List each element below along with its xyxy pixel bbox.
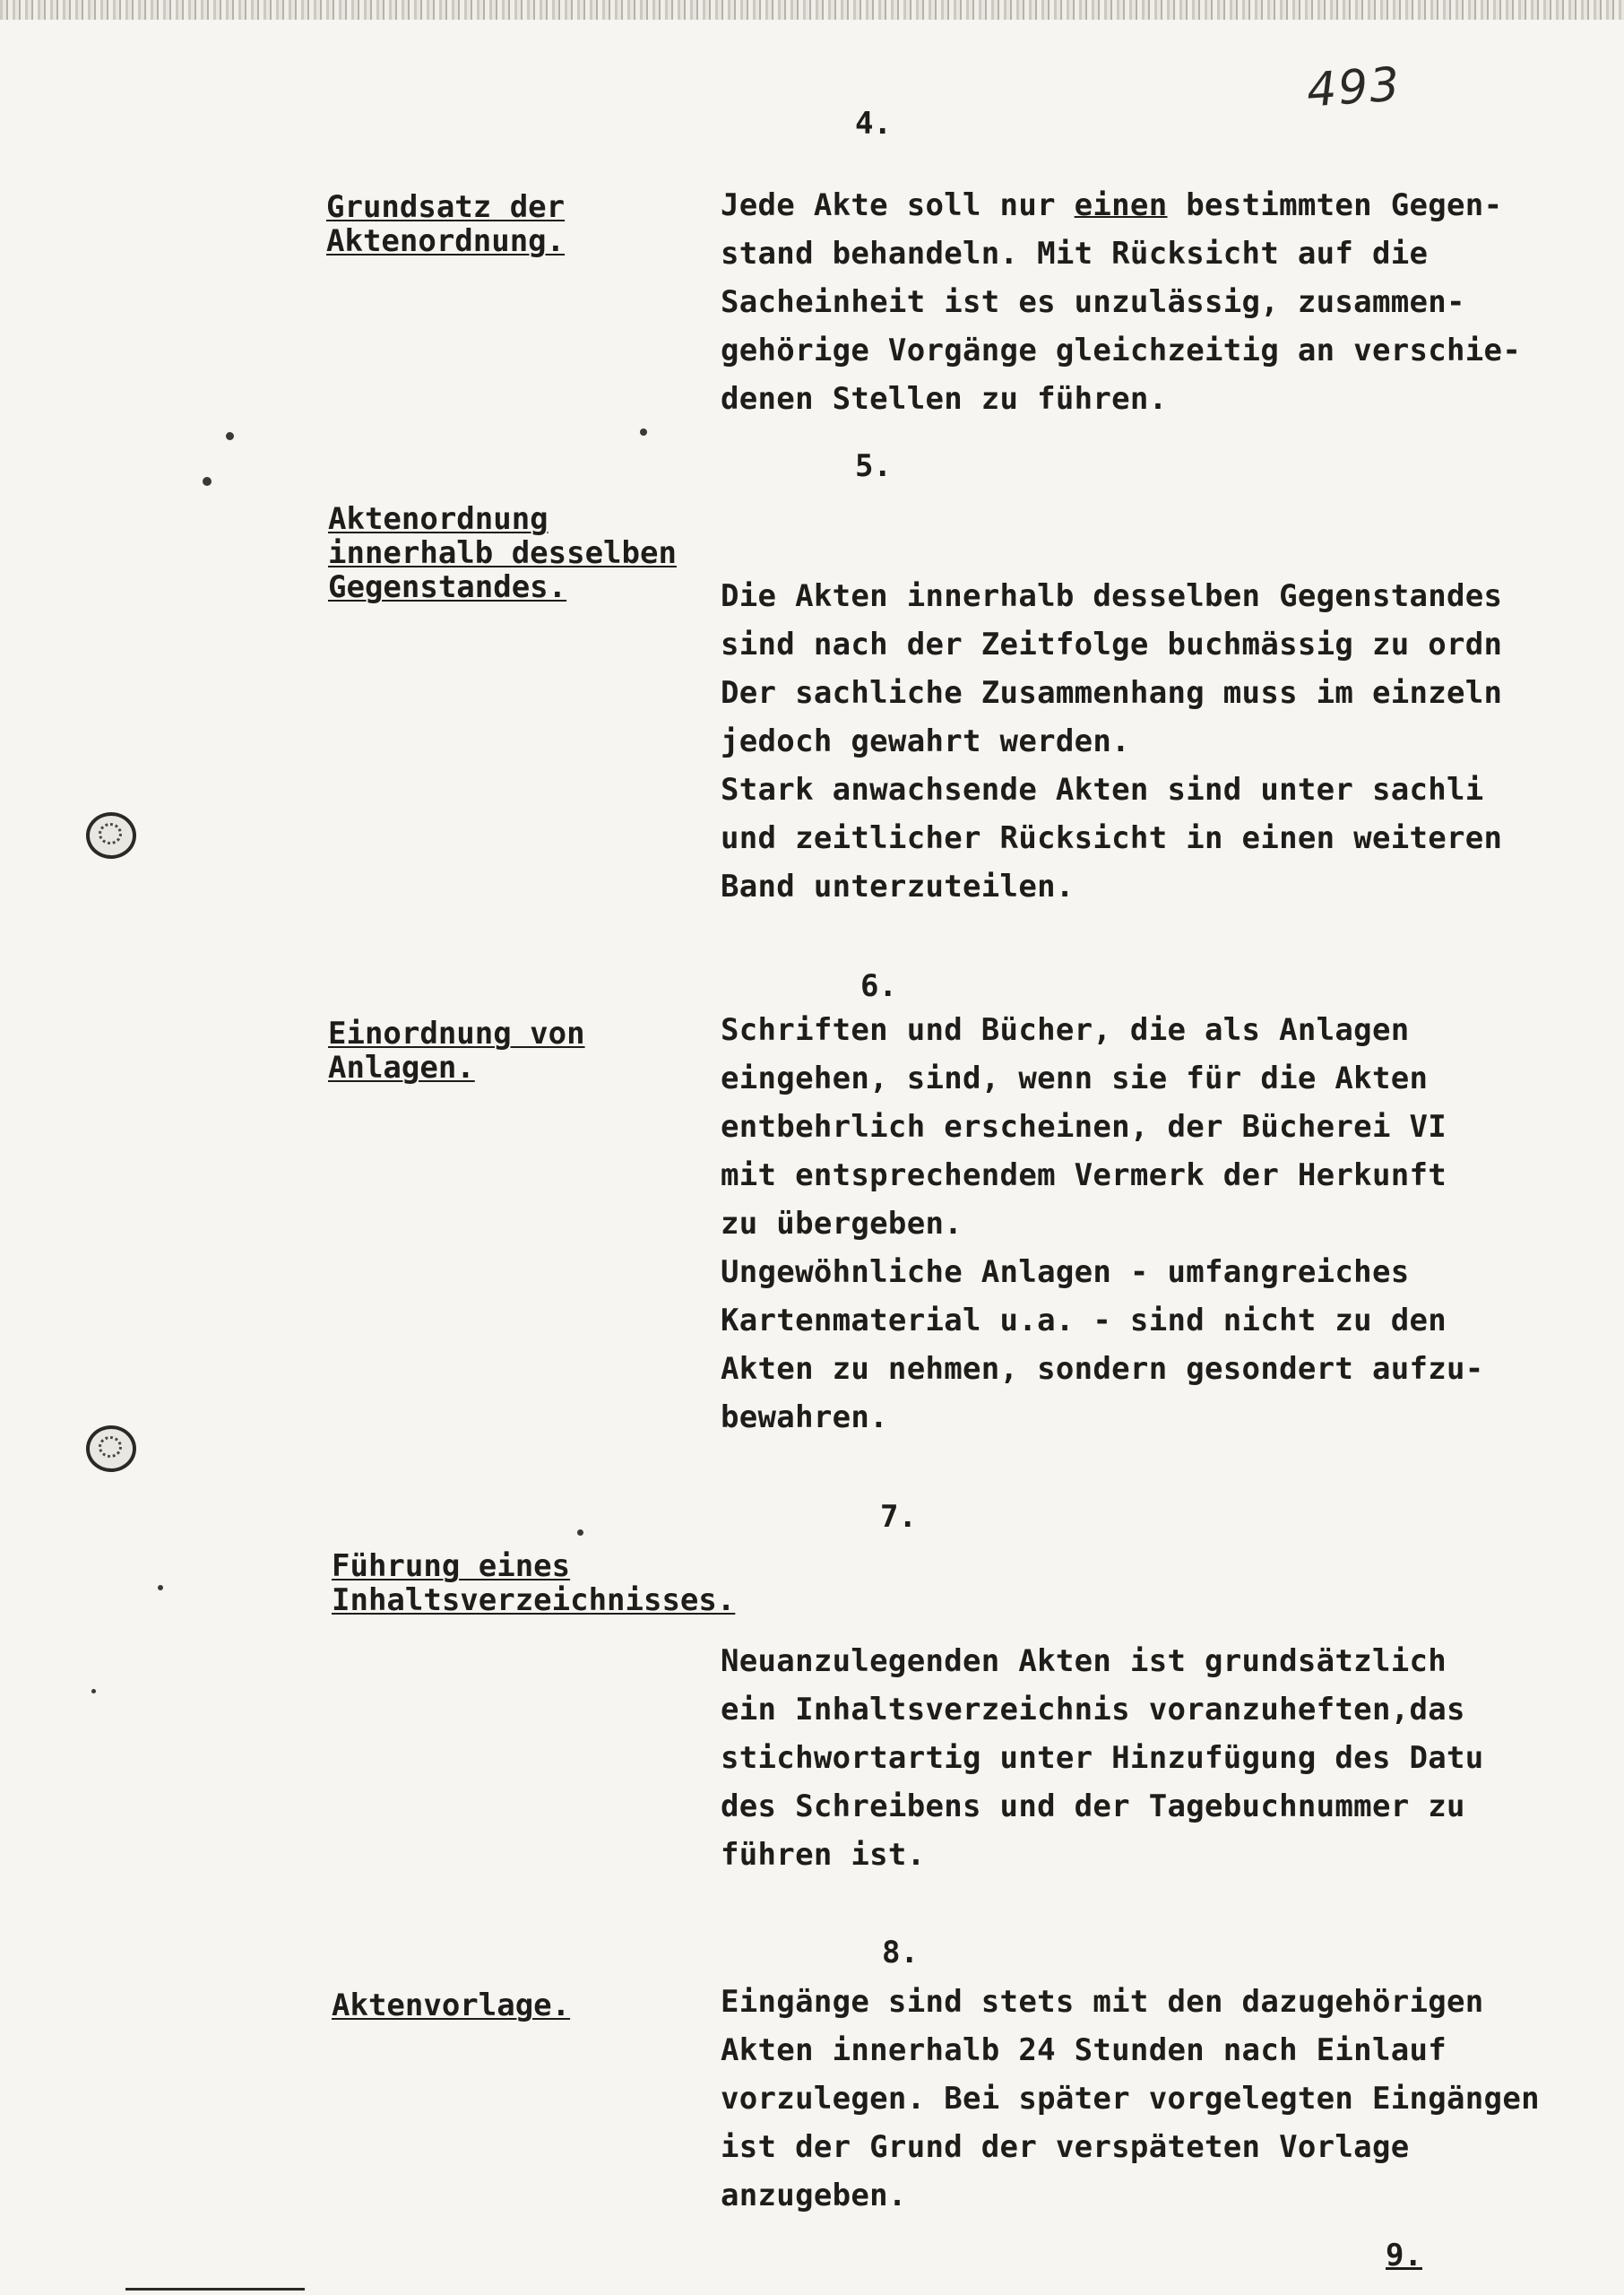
body-line (721, 1151, 1581, 1199)
body-line (721, 2171, 1581, 2220)
body-line (721, 230, 1581, 278)
punch-hole-icon (86, 1425, 136, 1472)
line-text: ist der Grund der verspäteten Vorlage (721, 2129, 1410, 2165)
line-text: gehörige Vorgänge gleichzeitig an verschie- (721, 333, 1522, 368)
section-number: 8. (882, 1935, 919, 1970)
line-text: des Schreibens und der Tagebuchnummer zu (721, 1788, 1465, 1824)
section-heading: Führung eines Inhaltsverzeichnisses. (332, 1548, 736, 1618)
section-heading: Aktenordnung innerhalb desselben Gegenstandes. (328, 501, 677, 605)
line-text: und zeitlicher Rücksicht in einen weiteren (721, 820, 1503, 856)
section-number: 6. (860, 968, 897, 1004)
section-body (721, 1006, 1581, 1442)
ink-speck (91, 1689, 96, 1693)
ink-speck (158, 1585, 163, 1590)
line-text: vorzulegen. Bei später vorgelegten Eingängen (721, 2081, 1540, 2117)
line-text: Akten innerhalb 24 Stunden nach Einlauf (721, 2032, 1447, 2068)
line-text: sind nach der Zeitfolge buchmässig zu ordn (721, 627, 1503, 663)
line-text: stichwortartig unter Hinzufügung des Datu (721, 1740, 1484, 1776)
section-number: 4. (855, 106, 892, 142)
line-text: Kartenmaterial u.a. - sind nicht zu den (721, 1303, 1447, 1338)
body-line (721, 1637, 1581, 1685)
body-line (721, 1831, 1581, 1879)
body-line (721, 1103, 1581, 1151)
body-line (721, 1296, 1581, 1345)
line-text: Der sachliche Zusammenhang muss im einzeln (721, 675, 1503, 711)
body-line (721, 1734, 1581, 1782)
body-line (721, 1393, 1581, 1442)
line-text: ein Inhaltsverzeichnis voranzuheften,das (721, 1692, 1465, 1728)
line-text: Band unterzuteilen. (721, 869, 1075, 905)
body-line (721, 766, 1581, 814)
line-text: anzugeben. (721, 2178, 907, 2213)
body-line (721, 717, 1581, 766)
scan-top-edge (0, 0, 1624, 20)
line-text: Stark anwachsende Akten sind unter sachli (721, 772, 1484, 808)
body-line (721, 1248, 1581, 1296)
folio-number: 493 (1305, 57, 1404, 118)
ink-speck (226, 432, 234, 440)
line-text: entbehrlich erscheinen, der Bücherei VI (721, 1109, 1447, 1145)
line-text: denen Stellen zu führen. (721, 381, 1168, 417)
section-heading: Aktenvorlage. (332, 1988, 571, 2023)
line-text: Sacheinheit ist es unzulässig, zusammen- (721, 284, 1465, 320)
line-text: führen ist. (721, 1837, 926, 1873)
body-line (721, 669, 1581, 717)
body-line (721, 572, 1581, 620)
body-line (721, 326, 1581, 375)
line-text: zu übergeben. (721, 1206, 963, 1242)
line-text: eingehen, sind, wenn sie für die Akten (721, 1061, 1429, 1096)
line-text: jedoch gewahrt werden. (721, 723, 1130, 759)
body-line (721, 814, 1581, 862)
body-line (721, 1782, 1581, 1831)
ink-speck (203, 477, 212, 486)
body-line (721, 1978, 1581, 2026)
line-text: Ungewöhnliche Anlagen - umfangreiches (721, 1254, 1410, 1290)
body-line (721, 278, 1581, 326)
body-line (721, 1006, 1581, 1054)
line-text: Schriften und Bücher, die als Anlagen (721, 1012, 1410, 1048)
body-line (721, 1199, 1581, 1248)
body-line (721, 1345, 1581, 1393)
ink-speck (640, 429, 647, 436)
section-heading: Grundsatz der Aktenordnung. (326, 189, 566, 259)
body-line (721, 2074, 1581, 2123)
section-number: 7. (880, 1499, 917, 1535)
line-text: Neuanzulegenden Akten ist grundsätzlich (721, 1643, 1447, 1679)
section-body (721, 181, 1581, 423)
body-line (721, 375, 1581, 423)
section-body (721, 1637, 1581, 1879)
line-text: Eingänge sind stets mit den dazugehörigen (721, 1984, 1484, 2020)
punch-hole-icon (86, 812, 136, 859)
line-text: mit entsprechendem Vermerk der Herkunft (721, 1157, 1447, 1193)
line-text: bewahren. (721, 1399, 888, 1435)
line-text: Die Akten innerhalb desselben Gegenstandes (721, 578, 1503, 614)
line-text: Akten zu nehmen, sondern gesondert aufzu- (721, 1351, 1484, 1387)
line-text: stand behandeln. Mit Rücksicht auf die (721, 236, 1429, 272)
line-text: bestimmten Gegen- (1167, 187, 1503, 223)
section-body (721, 1978, 1581, 2220)
section-body (721, 572, 1581, 911)
next-page-number: 9. (1386, 2238, 1422, 2273)
body-line (721, 620, 1581, 669)
underlined-word: einen (1074, 187, 1168, 223)
footer-rule (125, 2288, 305, 2291)
ink-speck (577, 1529, 583, 1536)
section-number: 5. (855, 448, 892, 484)
body-line (721, 1054, 1581, 1103)
body-line (721, 2026, 1581, 2074)
section-heading: Einordnung von Anlagen. (328, 1016, 585, 1086)
body-line (721, 862, 1581, 911)
line-text: Jede Akte soll nur (721, 187, 1075, 223)
body-line (721, 1685, 1581, 1734)
body-line (721, 2123, 1581, 2171)
body-line (721, 181, 1581, 230)
